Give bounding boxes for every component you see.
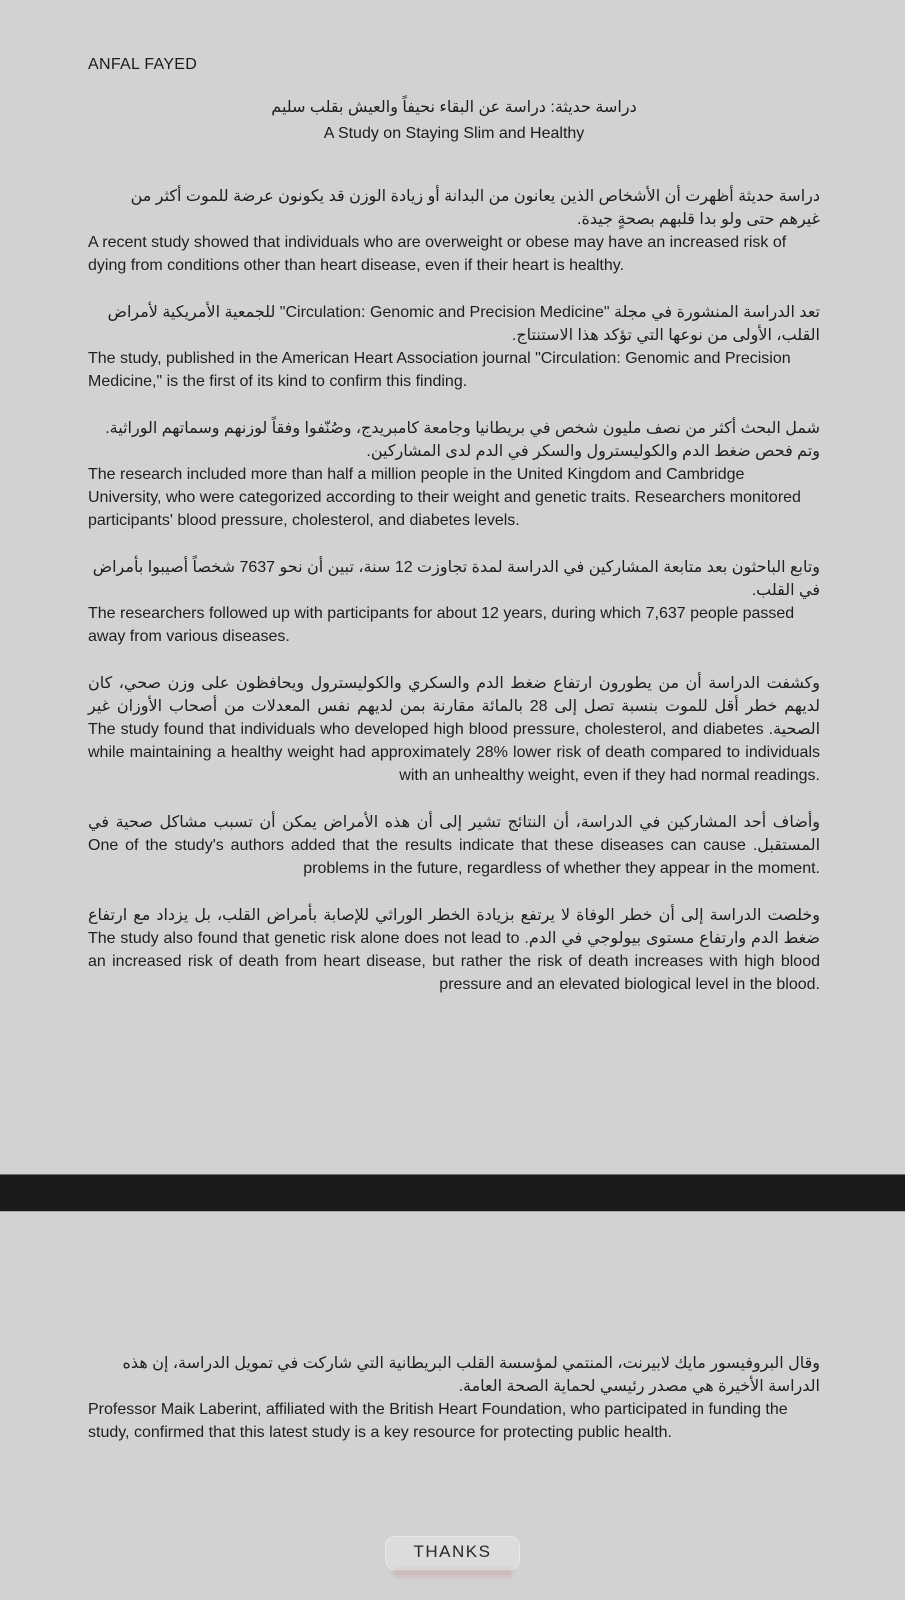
thanks-label: THANKS <box>385 1536 521 1570</box>
paragraph-8-arabic: وقال البروفيسور مايك لابيرنت، المنتمي لمؤسسة القلب البريطانية التي شاركت في تمويل الدراسة، إن هذه الدراسة الأخيرة هي مصدر رئيسي لحماية الصحة العامة. <box>122 1355 820 1395</box>
paragraph-4 <box>88 556 820 648</box>
paragraph-1-english: A recent study showed that individuals who are overweight or obese may have an increased risk of dying from conditions other than heart disease, even if their heart is healthy. <box>88 234 787 274</box>
document-title-english: A Study on Staying Slim and Healthy <box>323 125 585 142</box>
paragraph-2-english: The study, published in the American Heart Association journal "Circulation: Genomic and Precision Medicine," is the first of its kind to confirm this finding. <box>88 350 791 390</box>
thanks-section <box>0 1536 905 1570</box>
paragraph-7 <box>88 904 820 996</box>
paragraph-5-arabic: وكشفت الدراسة أن من يطورون ارتفاع ضغط الدم والسكري والكوليسترول ويحافظون على وزن صحي، كان لديهم خطر أقل للموت بنسبة تصل إلى 28 بالمائة مقارنة بمن لديهم نفس المعدلات من أصحاب الأوزان غير الصحية. <box>88 675 821 738</box>
paragraph-1-arabic: دراسة حديثة أظهرت أن الأشخاص الذين يعانون من البدانة أو زيادة الوزن قد يكونون عرضة للموت أكثر من غيرهم حتى ولو بدا قلبهم بصحةٍ جيدة. <box>130 188 820 228</box>
paragraph-2 <box>88 301 820 393</box>
footer-paragraph <box>88 1352 820 1444</box>
paragraph-4-english: The researchers followed up with participants for about 12 years, during which 7,637 people passed away from various diseases. <box>88 605 795 645</box>
paragraph-8-english: Professor Maik Laberint, affiliated with the British Heart Foundation, who participated in funding the study, confirmed that this latest study is a key resource for protecting public health. <box>88 1401 788 1441</box>
paragraph-3 <box>88 417 820 532</box>
paragraph-3-arabic: شمل البحث أكثر من نصف مليون شخص في بريطانيا وجامعة كامبريدج، وصُنّفوا وفقاً لوزنهم وسماتهم الوراثية. وتم فحص ضغط الدم والكوليسترول والسكر في الدم لدى المشاركين. <box>105 420 820 460</box>
paragraph-3-english: The research included more than half a million people in the United Kingdom and Cambridge University, who were categorized according to their weight and genetic traits. Researchers monitored participants' blood pressure, cholesterol, and diabetes levels. <box>88 466 801 529</box>
paragraph-6-english: One of the study's authors added that the results indicate that these diseases can cause problems in the future, regardless of whether they appear in the moment. <box>88 837 820 877</box>
paragraph-7-english: The study also found that genetic risk alone does not lead to an increased risk of death from heart disease, but rather the risk of death increases with high blood pressure and an elevated biological level in the blood. <box>88 930 820 993</box>
paragraph-7-arabic: وخلصت الدراسة إلى أن خطر الوفاة لا يرتفع بزيادة الخطر الوراثي للإصابة بأمراض القلب، بل يزداد مع ارتفاع ضغط الدم وارتفاع مستوى بيولوجي في الدم. <box>88 907 821 947</box>
title-block <box>88 96 820 145</box>
document-title-arabic: دراسة حديثة: دراسة عن البقاء نحيفاً والعيش بقلب سليم <box>271 99 637 116</box>
paragraph-2-arabic: تعد الدراسة المنشورة في مجلة "Circulation: Genomic and Precision Medicine" للجمعية الأمريكية لأمراض القلب، الأولى من نوعها التي تؤكد هذا الاستنتاج. <box>107 304 820 344</box>
faint-watermark <box>393 1569 513 1577</box>
paragraph-5-english: The study found that individuals who developed high blood pressure, cholesterol, and diabetes while maintaining a healthy weight had approximately 28% lower risk of death compared to individuals with an unhealthy weight, even if they had normal readings. <box>88 721 820 784</box>
paragraph-4-arabic: وتابع الباحثون بعد متابعة المشاركين في الدراسة لمدة تجاوزت 12 سنة، تبين أن نحو 7637 شخصاً أصيبوا بأمراض في القلب. <box>92 559 820 599</box>
paragraph-5 <box>88 672 820 787</box>
paragraph-1 <box>88 185 820 277</box>
paragraph-6-arabic: وأضاف أحد المشاركين في الدراسة، أن النتائج تشير إلى أن هذه الأمراض يمكن أن تسبب مشاكل صحية في المستقبل. <box>88 814 821 854</box>
paragraph-6 <box>88 811 820 880</box>
section-divider-bar <box>0 1174 905 1212</box>
author-name: ANFAL FAYED <box>88 56 198 73</box>
